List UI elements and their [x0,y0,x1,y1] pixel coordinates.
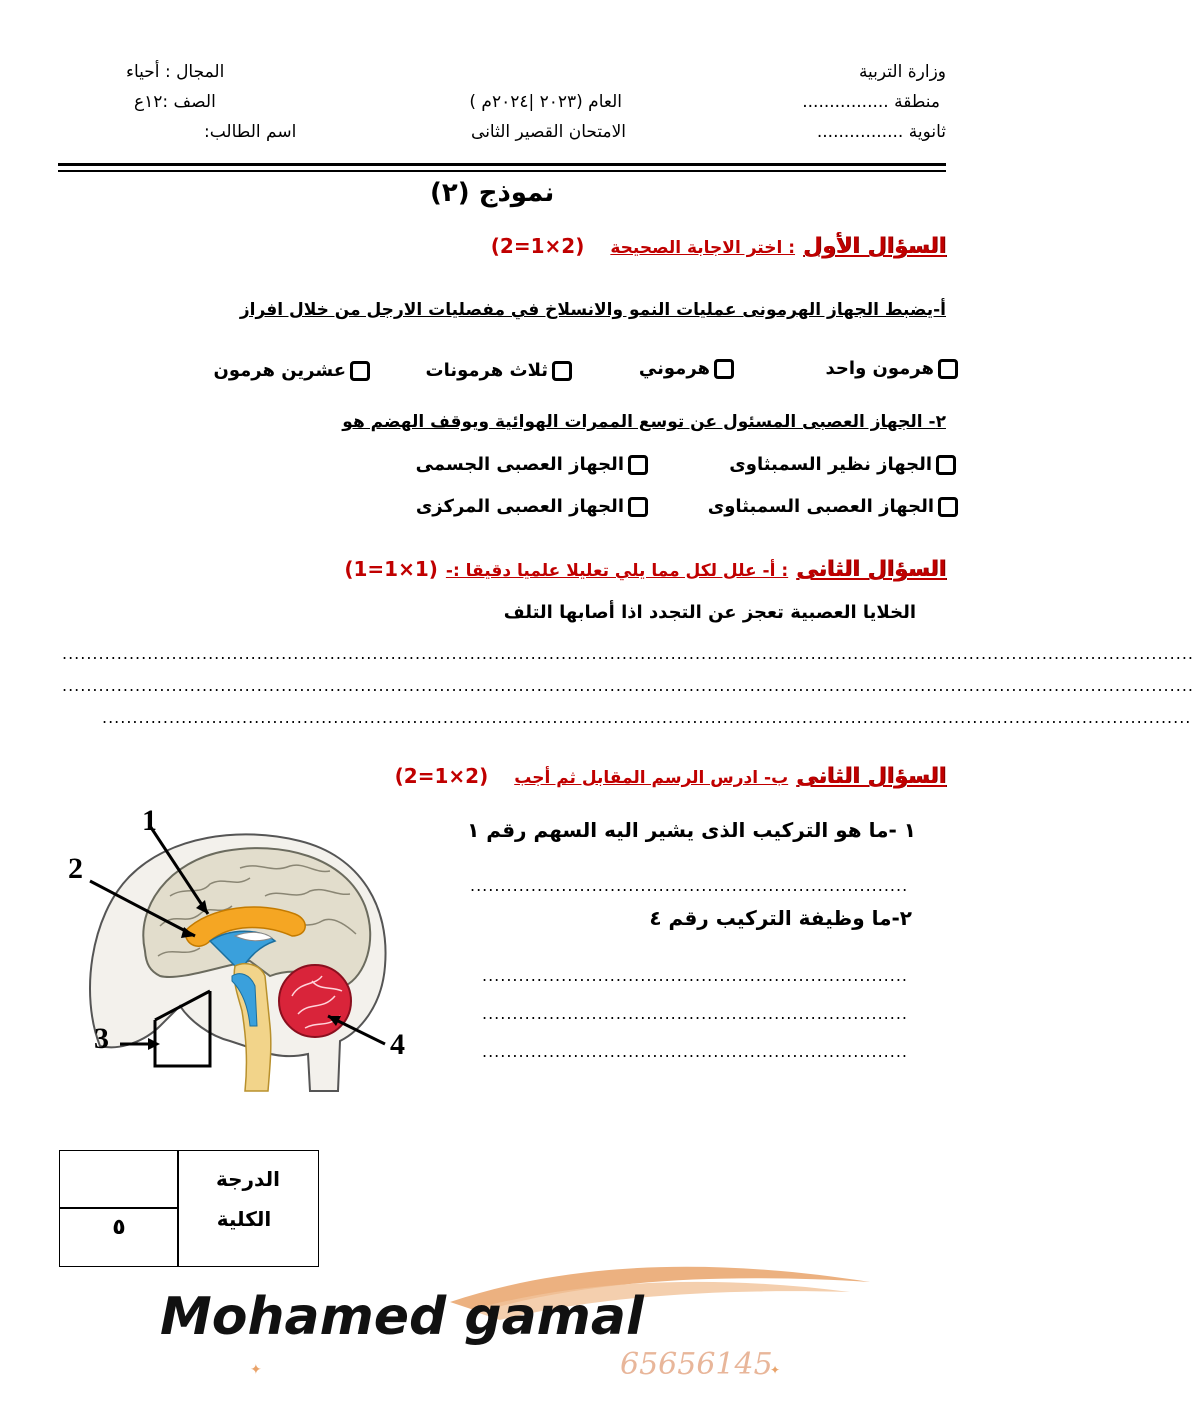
svg-text:✦: ✦ [770,1363,781,1377]
diagram-label-1: 1 [142,804,157,837]
q2a-answer-line-1[interactable]: .......................................................................................................................................................................................... [62,644,1194,663]
q2a-marks: (1×1=1) [344,557,438,581]
checkbox[interactable] [938,497,958,517]
score-box [59,1150,319,1267]
checkbox[interactable] [552,361,572,381]
q2b-header [395,764,946,789]
q1-item2-option-2[interactable]: الجهاز العصبى الجسمى [416,454,648,475]
subject-label: المجال : أحياء [126,62,225,82]
checkbox[interactable] [936,455,956,475]
q1-item1-option-1[interactable]: هرمون واحد [826,358,958,379]
region-field: منطقة ................ [802,92,940,112]
q2b-answer-2-line-3[interactable]: ...................................................................... [482,1042,909,1061]
q2b-title: السؤال الثانى [796,764,946,789]
q2a-answer-line-3[interactable]: ................................................................................................................................................................................... [102,708,1192,727]
score-box-divider-horizontal [60,1207,178,1209]
diagram-label-3: 3 [94,1022,109,1055]
q1-item2-option-3[interactable]: الجهاز العصبى السمبثاوى [708,496,958,517]
watermark-phone: 65656145 [620,1347,773,1382]
q2a-answer-line-2[interactable]: .......................................................................................................................................................................................... [62,676,1194,695]
score-label-line1: الدرجة [216,1167,280,1191]
model-title: نموذج (٢) [430,178,555,208]
score-value: ٥ [112,1215,126,1240]
q2a-title: السؤال الثانى [796,557,946,582]
q2a-instruction: : أ- علل لكل مما يلي تعليلا علميا دقيقا :- [445,561,789,581]
q2b-instruction: ب- ادرس الرسم المقابل ثم أجب [514,768,789,788]
header-divider [58,163,946,166]
diagram-label-2: 2 [68,852,83,885]
q2b-answer-2-line-1[interactable]: ...................................................................... [482,966,909,985]
q1-item2-stem: ٢- الجهاز العصبى المسئول عن توسع الممرات الهوائية ويوقف الهضم هو [342,412,946,432]
header-divider-thin [58,170,946,172]
q2a-statement: الخلايا العصبية تعجز عن التجدد اذا أصابها التلف [503,602,916,623]
checkbox[interactable] [938,359,958,379]
q2b-answer-1[interactable]: ........................................................................ [470,876,909,895]
checkbox[interactable] [628,497,648,517]
watermark-swoosh-graphic [150,1262,880,1382]
brain-diagram [60,796,420,1096]
exam-name: الامتحان القصير الثانى [471,122,626,142]
score-label-line2: الكلية [216,1207,272,1231]
checkbox[interactable] [350,361,370,381]
q1-header [491,234,946,259]
student-name-field: اسم الطالب: [204,122,297,142]
q2b-question-1: ١ -ما هو التركيب الذى يشير اليه السهم رقم ١ [467,818,916,842]
q2b-marks: (2×1=2) [394,764,489,788]
school-field: ثانوية ................ [816,122,946,142]
q1-title: السؤال الأول [803,234,946,259]
q1-item2-option-4[interactable]: الجهاز العصبى المركزى [416,496,648,517]
grade-label: الصف :١٢ع [134,92,216,112]
q1-marks: (2×1=2) [490,234,585,258]
q2b-answer-2-line-2[interactable]: ...................................................................... [482,1004,909,1023]
q1-item1-option-3[interactable]: ثلاث هرمونات [426,360,573,381]
q2b-question-2: ٢-ما وظيفة التركيب رقم ٤ [649,906,912,930]
q1-item1-option-2[interactable]: هرموني [639,358,734,379]
q1-item2-option-1[interactable]: الجهاز نظير السمبثاوى [729,454,956,475]
diagram-label-4: 4 [390,1028,405,1061]
q1-item1-option-4[interactable]: عشرين هرمون [213,360,370,381]
checkbox[interactable] [628,455,648,475]
year-label: العام (٢٠٢٣ |٢٠٢٤م ) [469,92,622,112]
q1-instruction: : اختر الاجابة الصحيحة [610,238,796,258]
q2a-header [344,557,946,582]
checkbox[interactable] [714,359,734,379]
ministry-label: وزارة التربية [858,62,946,82]
watermark-name: Mohamed gamal [160,1287,644,1347]
cerebellum [279,965,351,1037]
svg-text:✦: ✦ [250,1362,262,1378]
q1-item1-stem: أ-يضبط الجهاز الهرمونى عمليات النمو والانسلاخ في مفصليات الارجل من خلال افراز [239,300,946,320]
score-box-divider-vertical [177,1151,179,1266]
